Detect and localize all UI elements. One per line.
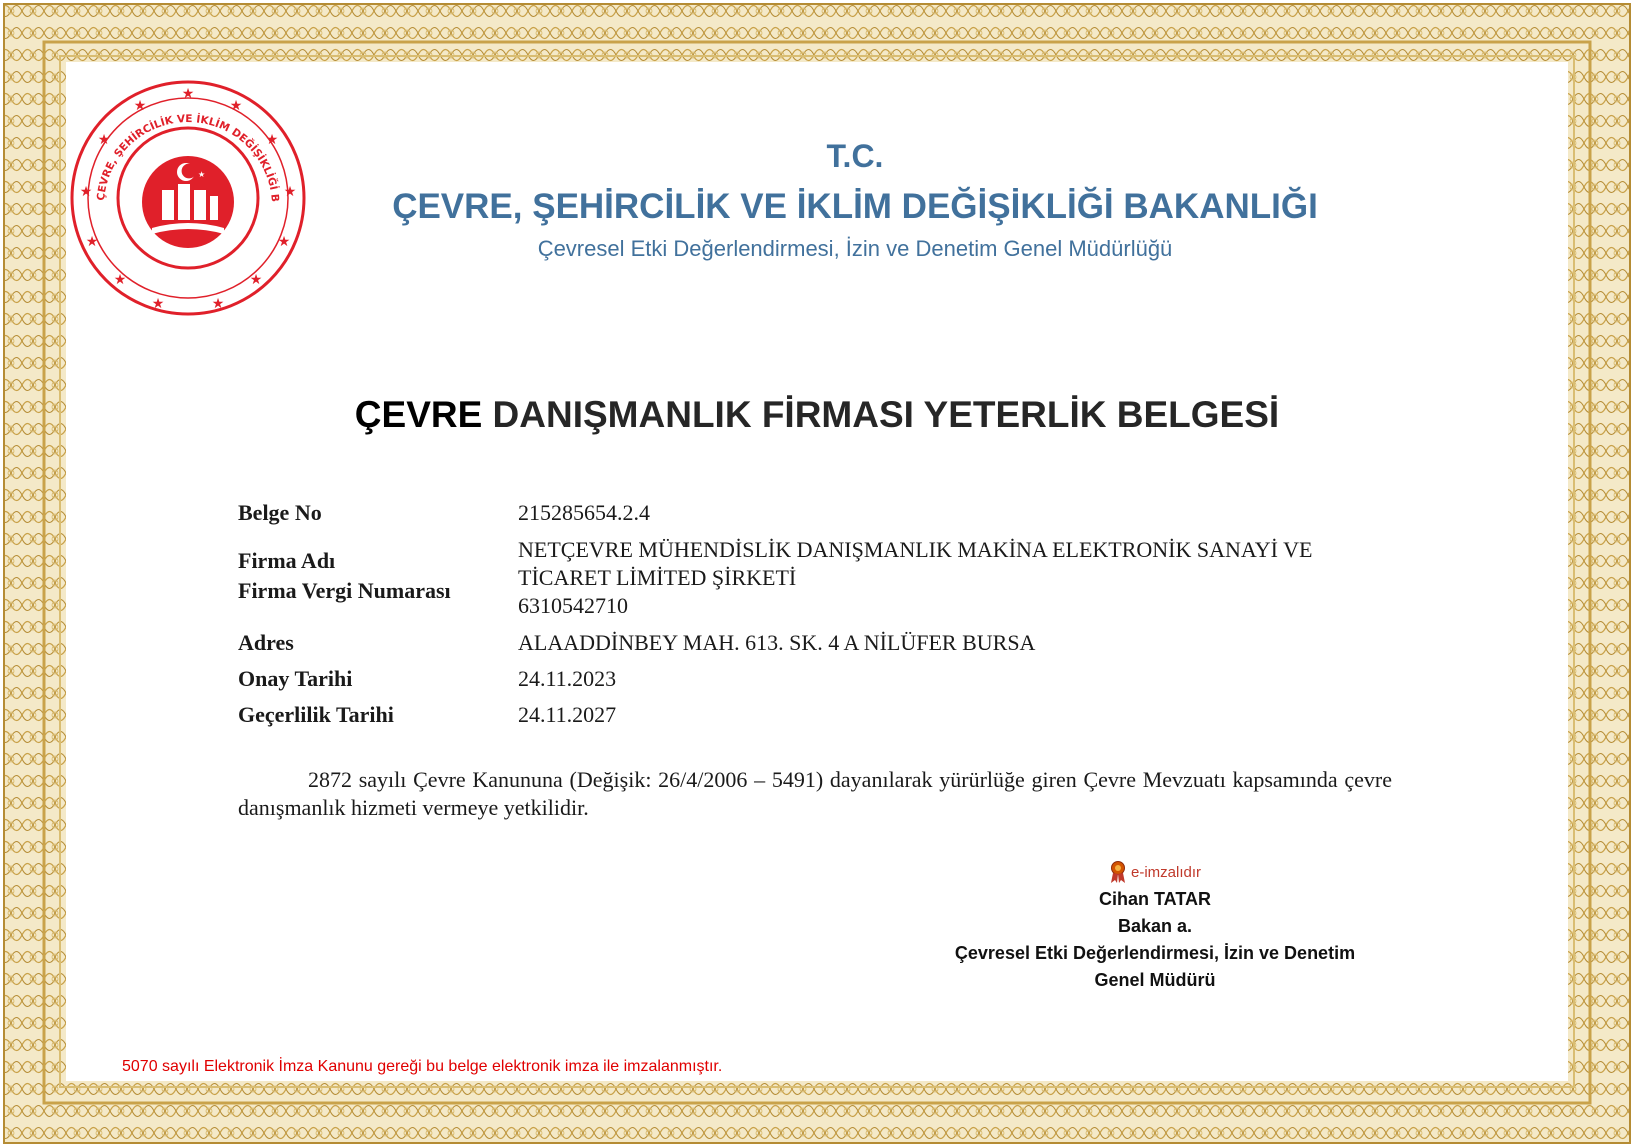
document-header	[380, 136, 1330, 264]
svg-text:★: ★	[249, 272, 263, 288]
document-title	[200, 394, 1434, 436]
field-row-adres	[238, 630, 1408, 656]
svg-text:★: ★	[229, 98, 243, 114]
authorization-statement: 2872 sayılı Çevre Kanununa (Değişik: 26/4/2006 – 5491) dayanılarak yürürlüğe giren Çevre Mevzuatı kapsamında çevre danışmanlık hizmeti vermeye yetkilidir.	[238, 767, 1392, 820]
signer-role-line1: Bakan a.	[1117, 916, 1193, 936]
company-name-line2: TİCARET LİMİTED ŞİRKETİ	[518, 565, 797, 590]
svg-text:★: ★	[133, 98, 147, 114]
ministry-seal-logo	[68, 78, 308, 318]
field-value: 24.11.2027	[518, 702, 617, 727]
svg-text:★: ★	[181, 86, 195, 102]
svg-text:★: ★	[79, 184, 93, 200]
svg-text:ÇEVRE, ŞEHİRCİLİK VE İKLİM DEĞ: ÇEVRE, ŞEHİRCİLİK VE İKLİM DEĞİŞİKLİĞİ B	[95, 112, 281, 203]
field-row-firma	[238, 536, 1408, 620]
svg-text:★: ★	[198, 170, 206, 179]
field-label: Onay Tarihi	[238, 666, 353, 691]
signer-role-line2: Çevresel Etki Değerlendirmesi, İzin ve Denetim	[954, 943, 1356, 963]
field-value: ALAADDİNBEY MAH. 613. SK. 4 A NİLÜFER BURSA	[518, 630, 1036, 655]
title-rest: DANIŞMANLIK FİRMASI YETERLİK BELGESİ	[482, 394, 1280, 435]
field-label: Firma Adı	[238, 548, 336, 573]
field-label: Firma Vergi Numarası	[238, 578, 451, 603]
svg-text:★: ★	[151, 296, 165, 312]
e-signature-indicator	[920, 858, 1390, 886]
svg-text:★: ★	[283, 184, 297, 200]
field-value: 24.11.2023	[518, 666, 617, 691]
ministry-name: ÇEVRE, ŞEHİRCİLİK VE İKLİM DEĞİŞİKLİĞİ BAKANLIĞI	[392, 187, 1318, 226]
company-name-line1: NETÇEVRE MÜHENDİSLİK DANIŞMANLIK MAKİNA ELEKTRONİK SANAYİ VE	[518, 537, 1313, 562]
e-signature-label: e-imzalıdır	[1130, 863, 1201, 881]
field-label: Geçerlilik Tarihi	[238, 702, 394, 727]
republic-label: T.C.	[826, 138, 884, 174]
signer-role-line3: Genel Müdürü	[1094, 970, 1216, 990]
award-ribbon-icon	[1109, 860, 1127, 884]
e-signature-law-note: 5070 sayılı Elektronik İmza Kanunu gereği bu belge elektronik imza ile imzalanmıştır.	[122, 1058, 723, 1075]
certificate-fields	[238, 500, 1408, 738]
svg-text:★: ★	[277, 234, 291, 250]
department-name: Çevresel Etki Değerlendirmesi, İzin ve Denetim Genel Müdürlüğü	[537, 236, 1173, 261]
field-value: 215285654.2.4	[518, 500, 650, 525]
svg-text:★: ★	[265, 132, 279, 148]
field-row-onay-tarihi	[238, 666, 1408, 692]
signer-name: Cihan TATAR	[1099, 889, 1211, 909]
field-label-stack	[238, 536, 518, 620]
field-label: Adres	[238, 630, 294, 655]
field-value-stack	[518, 536, 1408, 620]
title-first-word: ÇEVRE	[354, 394, 483, 435]
svg-text:★: ★	[85, 234, 99, 250]
tax-number: 6310542710	[518, 593, 628, 618]
field-label: Belge No	[238, 500, 322, 525]
svg-text:★: ★	[113, 272, 127, 288]
svg-text:★: ★	[97, 132, 111, 148]
signature-block	[920, 858, 1390, 994]
svg-text:★: ★	[211, 296, 225, 312]
field-row-gecerlilik-tarihi	[238, 702, 1408, 728]
field-row-belge-no	[238, 500, 1408, 526]
